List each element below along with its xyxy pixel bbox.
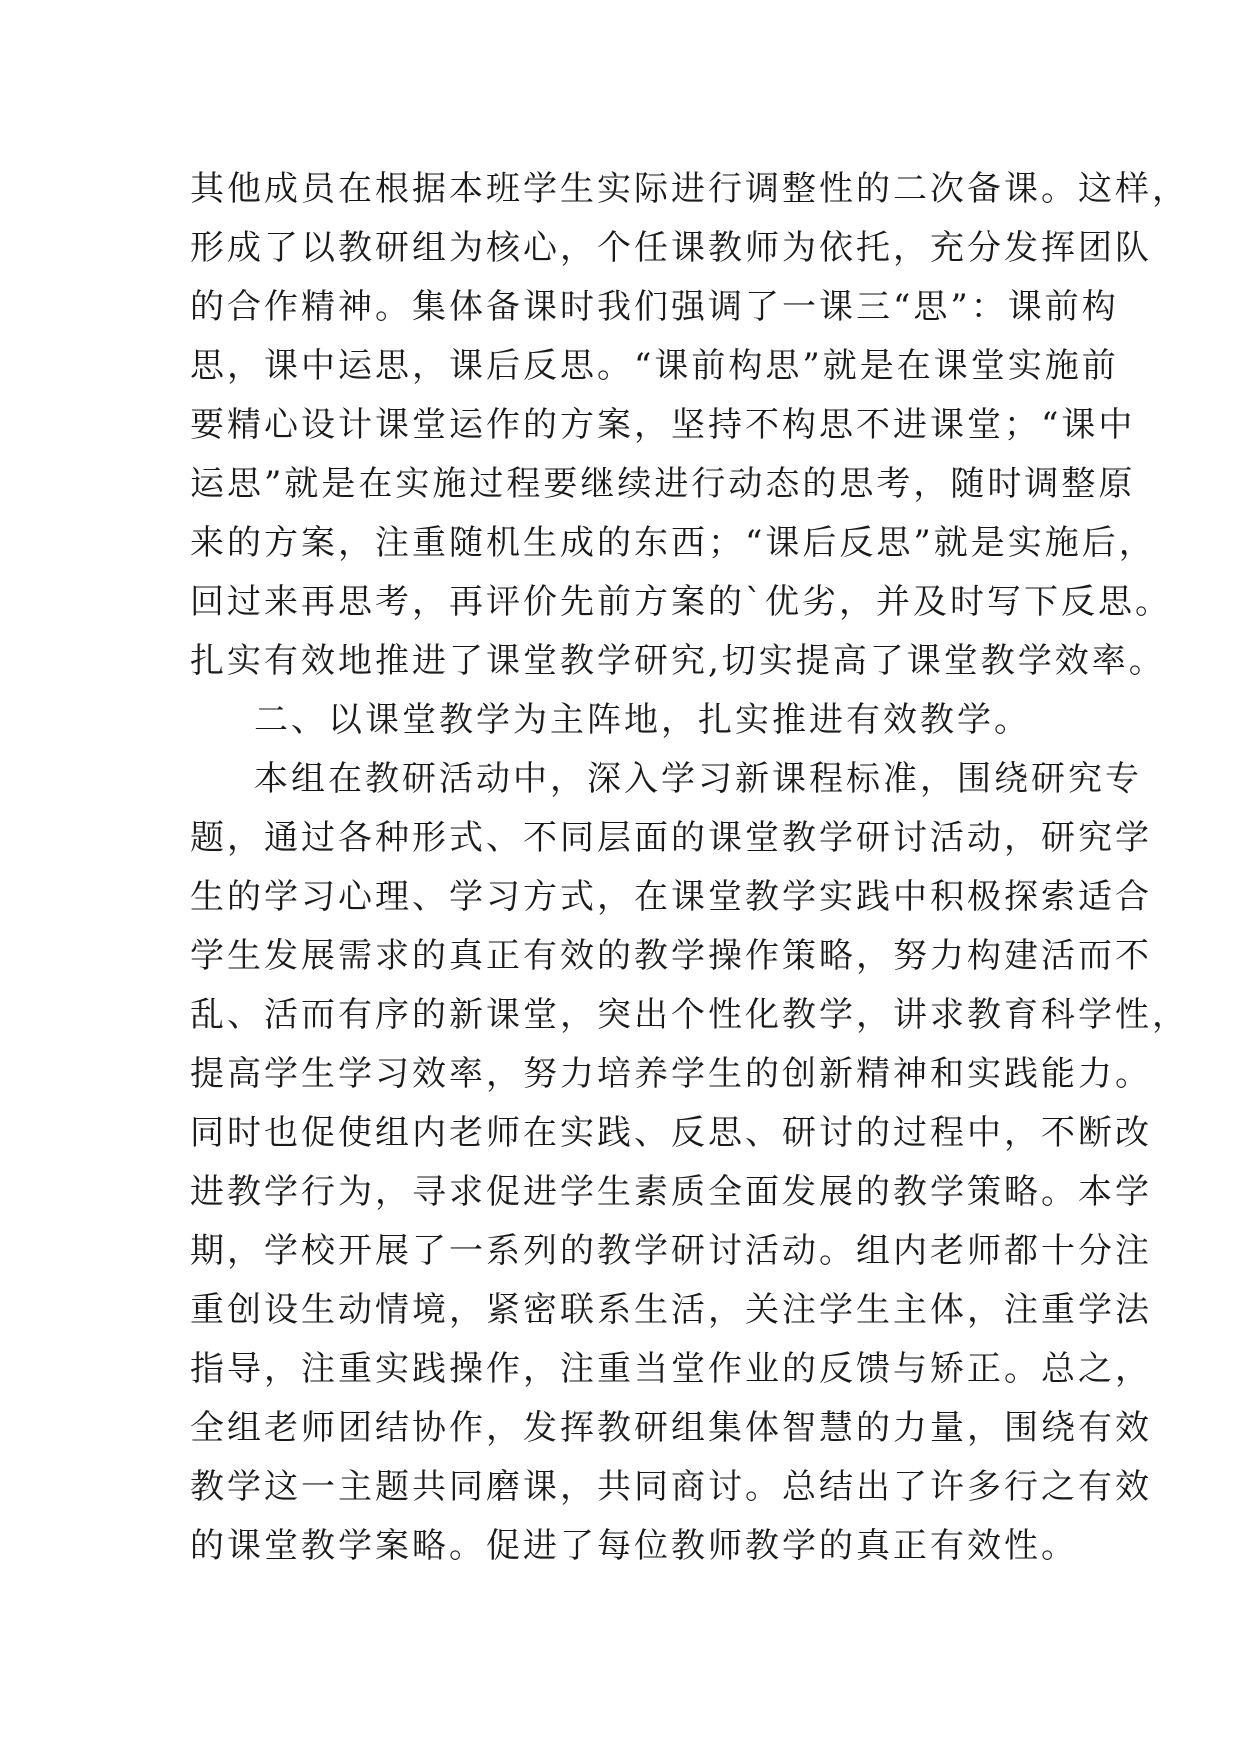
text-line: 同时也促使组内老师在实践、反思、研讨的过程中，不断改: [190, 1113, 1152, 1153]
text-line: 扎实有效地推进了课堂教学研究,切实提高了课堂教学效率。: [190, 641, 1166, 681]
text-line: 题，通过各种形式、不同层面的课堂教学研讨活动，研究学: [190, 818, 1152, 858]
text-line: 期，学校开展了一系列的教学研讨活动。组内老师都十分注: [190, 1231, 1152, 1271]
text-line: 来的方案，注重随机生成的东西；“课后反思”就是实施后，: [190, 523, 1156, 563]
text-line: 乱、活而有序的新课堂，突出个性化教学，讲求教育科学性，: [190, 995, 1189, 1035]
text-line: 形成了以教研组为核心，个任课教师为依托，充分发挥团队: [190, 228, 1152, 268]
text-line: 思，课中运思，课后反思。“课前构思”就是在课堂实施前: [190, 346, 1119, 386]
text-line: 生的学习心理、学习方式，在课堂教学实践中积极探索适合: [190, 877, 1152, 917]
section-heading: 二、以课堂教学为主阵地，扎实推进有效教学。: [254, 700, 1031, 740]
text-line: 提高学生学习效率，努力培养学生的创新精神和实践能力。: [190, 1054, 1152, 1094]
text-line: 学生发展需求的真正有效的教学操作策略，努力构建活而不: [190, 936, 1152, 976]
text-line: 运思”就是在实施过程要继续进行动态的思考，随时调整原: [190, 464, 1136, 504]
text-line: 回过来再思考，再评价先前方案的`优劣，并及时写下反思。: [190, 582, 1172, 622]
text-line: 要精心设计课堂运作的方案，坚持不构思不进课堂；“课中: [190, 405, 1136, 445]
text-line: 其他成员在根据本班学生实际进行调整性的二次备课。这样，: [190, 169, 1189, 209]
text-line: 进教学行为，寻求促进学生素质全面发展的教学策略。本学: [190, 1172, 1152, 1212]
paragraph-start-line: 本组在教研活动中，深入学习新课程标准，围绕研究专: [254, 759, 1142, 799]
text-line: 指导，注重实践操作，注重当堂作业的反馈与矫正。总之，: [190, 1349, 1152, 1389]
text-line: 重创设生动情境，紧密联系生活，关注学生主体，注重学法: [190, 1290, 1152, 1330]
text-line: 的课堂教学案略。促进了每位教师教学的真正有效性。: [190, 1526, 1078, 1566]
text-line: 全组老师团结协作，发挥教研组集体智慧的力量，围绕有效: [190, 1408, 1152, 1448]
text-line: 的合作精神。集体备课时我们强调了一课三“思”：课前构: [190, 287, 1119, 327]
text-line: 教学这一主题共同磨课，共同商讨。总结出了许多行之有效: [190, 1467, 1152, 1507]
document-body: [190, 160, 1189, 1576]
